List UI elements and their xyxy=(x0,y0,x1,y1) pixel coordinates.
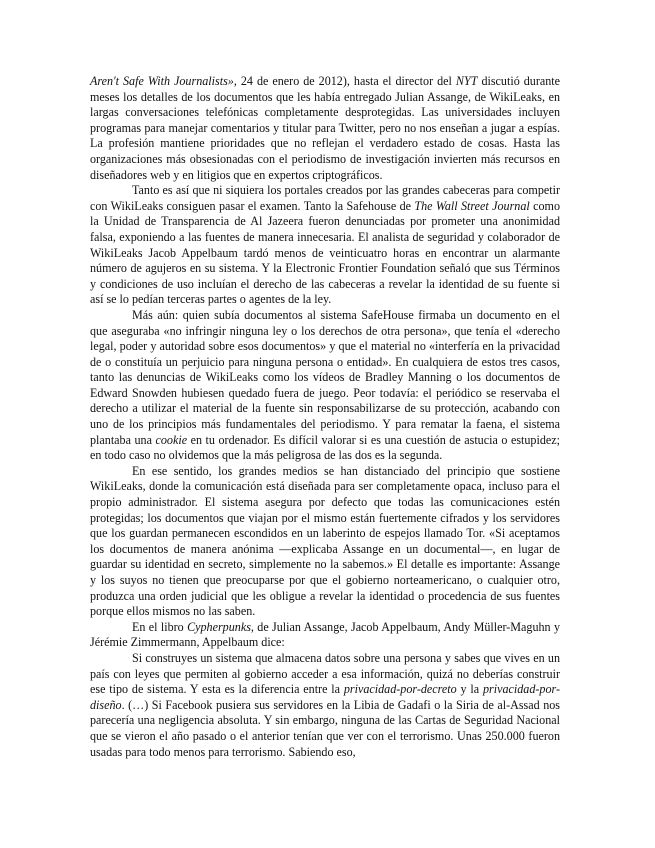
text-run: discutió durante meses los detalles de los documentos que les había entregado Julian Assange, de WikiLeaks, en largas conversaciones telefónicas completamente desprotegidas. Las universidades incluyen programas para manejar comentarios y titular para Twitter, pero no nos enseñan a jugar a espías. La profesión mantiene prioridades que no reflejan el verdadero estado de cosas. Hasta las organizaciones más obsesionadas con el periodismo de investigación invierten más recursos en diseñadores web y en litigios que en expertos criptográficos. xyxy=(90,74,561,182)
paragraph-5 xyxy=(90,620,560,651)
paragraph-1 xyxy=(90,74,560,183)
text-run: como la Unidad de Transparencia de Al Jazeera fueron denunciadas por prometer una anonimidad falsa, exponiendo a las fuentes de manera innecesaria. El analista de seguridad y colaborador de WikiLeaks Jacob Appelbaum tardó menos de veinticuatro horas en encontrar un alarmante número de agujeros en su sistema. Y la Electronic Frontier Foundation señaló que sus Términos y condiciones de uso incluían el derecho de las cabeceras a revelar la identidad de su fuente si así se lo pedían terceras partes o agentes de la ley. xyxy=(90,198,560,307)
italic-term: privacidad-por-decreto xyxy=(343,682,457,697)
newspaper-name: NYT xyxy=(455,74,478,88)
text-run: Si construyes un sistema que almacena datos sobre una persona y sabes que vives en un país con leyes que permiten al gobierno acceder a esa información, quizá no deberías construir ese tipo de sistema. Y esta es la diferencia entre la xyxy=(90,650,560,697)
newspaper-name: The Wall Street Journal xyxy=(414,198,530,213)
text-run: y la xyxy=(456,682,483,697)
article-title: Aren't Safe With Journalists» xyxy=(90,74,234,88)
text-run: , 24 de enero de 2012), hasta el director del xyxy=(233,74,456,88)
italic-term: cookie xyxy=(155,432,188,447)
paragraph-3 xyxy=(90,308,560,464)
block-quote xyxy=(90,651,560,760)
text-run: Tanto es así que ni siquiera los portales creados por las grandes cabeceras para competir con WikiLeaks consiguen pasar el examen. Tanto la Safehouse de xyxy=(90,183,560,213)
paragraph-2 xyxy=(90,183,560,308)
book-title: Cypherpunks xyxy=(187,619,251,634)
text-run: Más aún: quien subía documentos al sistema SafeHouse firmaba un documento en el que aseguraba «no infringir ninguna ley o los derechos de otra persona», que tenía el «derecho legal, poder y autoridad sobre esos documentos» y que el material no «interfería en la privacidad de o constituía un perjuicio para ninguna persona o entidad». En cualquiera de estos tres casos, tanto las denuncias de WikiLeaks como los vídeos de Bradley Manning o los documentos de Edward Snowden hubiesen quedado fuera de juego. Peor todavía: el periódico se reservaba el derecho a utilizar el material de la fuente sin responsabilizarse de su protección, acabando con uno de los principios más fundamentales del periodismo. Y para rematar la faena, el sistema plantaba una xyxy=(90,307,560,447)
text-run: en tu ordenador. Es difícil valorar si es una cuestión de astucia o estupidez; en todo caso no olvidemos que la más peligrosa de las dos es la segunda. xyxy=(90,432,560,463)
body-text xyxy=(90,74,560,760)
italic-term: privacidad-por-diseño xyxy=(90,682,560,712)
text-run: . (…) Si Facebook pusiera sus servidores en la Libia de Gadafi o la Siria de al-Assad nos parecería una negligencia absoluta. Y sin embargo, ninguna de las Cartas de Seguridad Nacional que se vieron el año pasado o el anterior tenían que ver con el terrorismo. Unas 250.000 fueron usadas para todo menos para terrorismo. Sabiendo eso, xyxy=(90,697,560,759)
paragraph-4 xyxy=(90,464,560,620)
text-run: , de Julian Assange, Jacob Appelbaum, Andy Müller-Maguhn y Jérémie Zimmermann, Appelbaum dice: xyxy=(90,619,560,650)
text-run: En ese sentido, los grandes medios se han distanciado del principio que sostiene WikiLeaks, donde la comunicación está diseñada para ser completamente opaca, incluso para el propio administrador. El sistema asegura por defecto que todas las comunicaciones estén protegidas; los documentos que viajan por el mismo están fuertemente cifrados y los servidores que los guardan permanecen escondidos en un laberinto de espejos llamado Tor. «Si aceptamos los documentos de manera anónima —explicaba Assange en un documental—, en lugar de guardar su identidad en secreto, simplemente no la sabemos.» El detalle es importante: Assange y los suyos no tienen que preocuparse por que el gobierno norteamericano, o cualquier otro, produzca una orden judicial que les obligue a revelar la identidad o procedencia de sus fuentes porque ellos mismos no las saben. xyxy=(90,463,560,619)
text-run: En el libro xyxy=(132,619,188,634)
